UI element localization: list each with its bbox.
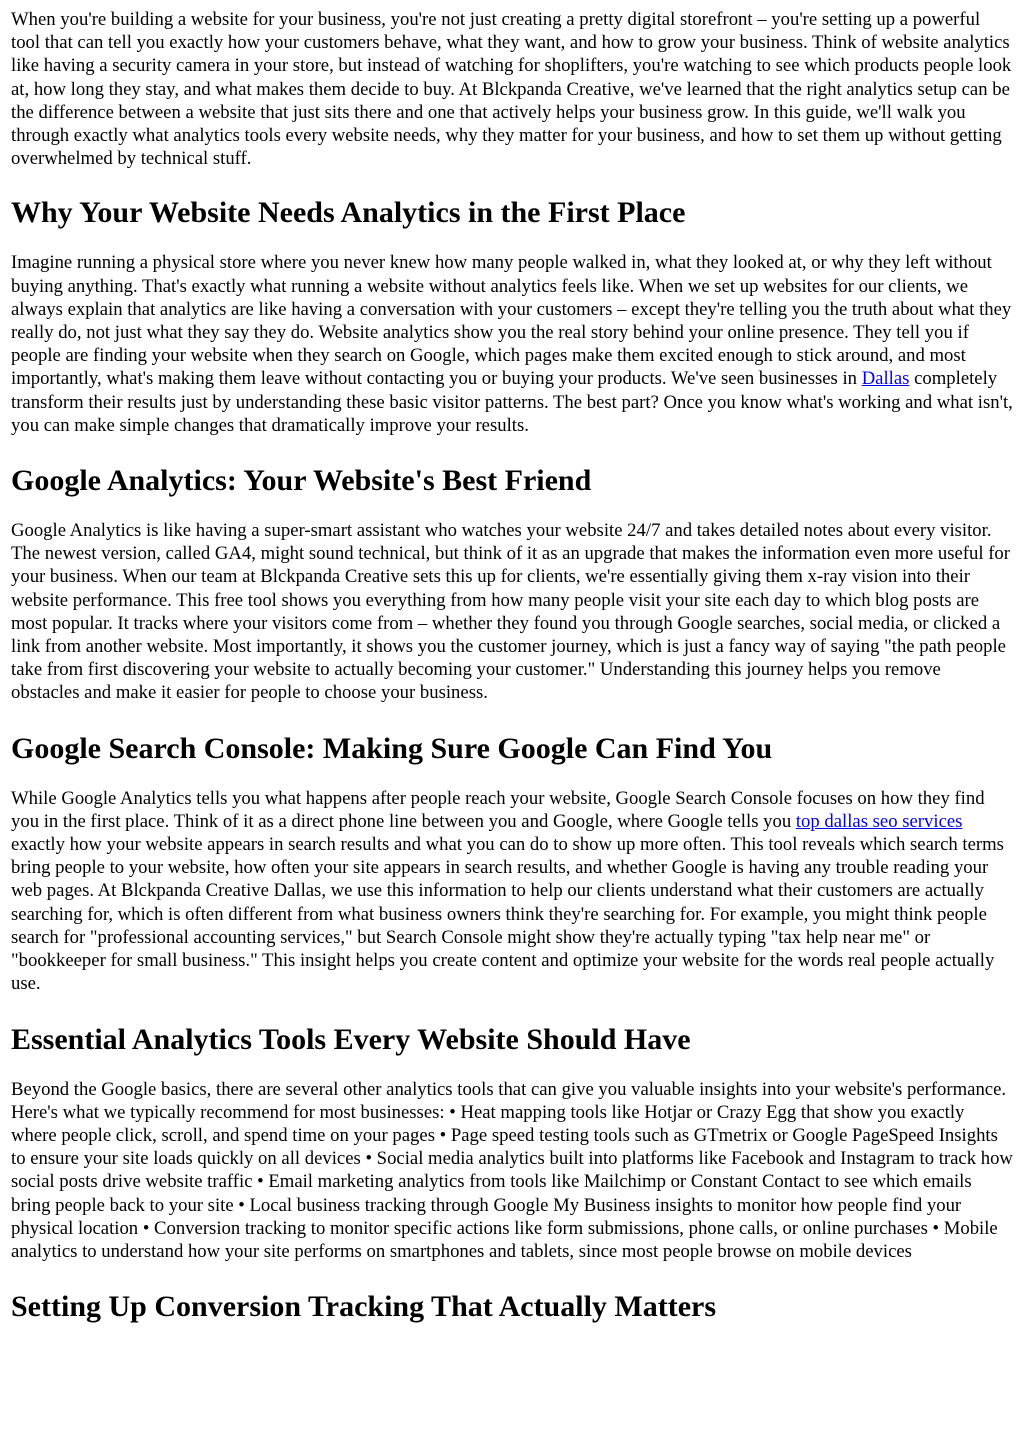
- section-heading-essential-tools: Essential Analytics Tools Every Website Should Have: [11, 1022, 691, 1056]
- section-heading-why-analytics: Why Your Website Needs Analytics in the First Place: [11, 196, 686, 230]
- intro-paragraph: When you're building a website for your business, you're not just creating a pretty digital storefront – you're setting up a powerful tool that can tell you exactly how your customers behave, what they want, and how to grow your business. Think of website analytics like having a security camera in your store, but instead of watching for shoplifters, you're watching to see which products people look at, how long they stay, and what makes them decide to buy. At Blckpanda Creative, we've learned that the right analytics setup can be the difference between a website that just sits there and one that actively helps your business grow. In this guide, we'll walk you through exactly what analytics tools every website needs, why they matter for your business, and how to set them up without getting overwhelmed by technical stuff.: [11, 9, 1012, 170]
- section-paragraph-why-analytics: [11, 251, 1013, 437]
- section-heading-google-analytics: Google Analytics: Your Website's Best Friend: [11, 464, 592, 498]
- paragraph-text: completely transform their results just by understanding these basic visitor patterns. The best part? Once you know what's working and what isn't, you can make simple changes that dramatically improve your results.: [11, 368, 1013, 436]
- section-heading-conversion-tracking: Setting Up Conversion Tracking That Actually Matters: [11, 1290, 717, 1324]
- top-dallas-seo-services-link[interactable]: top dallas seo services: [795, 810, 963, 832]
- paragraph-text: exactly how your website appears in search results and what you can do to show up more often. This tool reveals which search terms bring people to your website, how often your site appears in search results, and whether Google is having any trouble reading your web pages. At Blckpanda Creative Dallas, we use this information to help our clients understand what their customers are actually searching for, which is often different from what business owners think they're searching for. For example, you might think people search for "professional accounting services," but Search Console might show they're actually typing "tax help near me" or "bookkeeper for small business." This insight helps you create content and optimize your website for the words real people actually use.: [11, 834, 1004, 995]
- section-paragraph-search-console: [11, 787, 1013, 996]
- section-paragraph-google-analytics: Google Analytics is like having a super-smart assistant who watches your website 24/7 and takes detailed notes about every visitor. The newest version, called GA4, might sound technical, but think of it as an upgrade that makes the information even more useful for your business. When our team at Blckpanda Creative sets this up for clients, we're essentially giving them x-ray vision into their website performance. This free tool shows you everything from how many people visit your site each day to which blog posts are most popular. It tracks where your visitors come from – whether they found you through Google searches, social media, or clicked a link from another website. Most importantly, it shows you the customer journey, which is just a fancy way of saying "the path people take from first discovering your website to actually becoming your customer." Understanding this journey helps you remove obstacles and make it easier for people to choose your business.: [11, 520, 1010, 704]
- paragraph-text: Imagine running a physical store where you never knew how many people walked in, what they looked at, or why they left without buying anything. That's exactly what running a website without analytics feels like. When we set up websites for our clients, we always explain that analytics are like having a conversation with your customers – except they're telling you the truth about what they really do, not just what they say they do. Website analytics show you the real story behind your online presence. They tell you if people are finding your website when they search on Google, which pages make them excited enough to stick around, and most importantly, what's making them leave without contacting you or buying your products. We've seen businesses in: [11, 252, 1012, 390]
- section-paragraph-essential-tools: Beyond the Google basics, there are several other analytics tools that can give you valuable insights into your website's performance. Here's what we typically recommend for most businesses: • Heat mapping tools like Hotjar or Crazy Egg that show you exactly where people click, scroll, and spend time on your pages • Page speed testing tools such as GTmetrix or Google PageSpeed Insights to ensure your site loads quickly on all devices • Social media analytics built into platforms like Facebook and Instagram to track how social posts drive website traffic • Email marketing analytics from tools like Mailchimp or Constant Contact to see which emails bring people back to your site • Local business tracking through Google My Business insights to monitor how people find your physical location • Conversion tracking to monitor specific actions like form submissions, phone calls, or online purchases • Mobile analytics to understand how your site performs on smartphones and tablets, since most people browse on mobile devices: [11, 1078, 1013, 1262]
- dallas-link[interactable]: Dallas: [861, 368, 910, 390]
- section-heading-search-console: Google Search Console: Making Sure Google Can Find You: [11, 731, 773, 765]
- paragraph-text: While Google Analytics tells you what happens after people reach your website, Google Search Console focuses on how they find you in the first place. Think of it as a direct phone line between you and Google, where Google tells you: [11, 787, 985, 832]
